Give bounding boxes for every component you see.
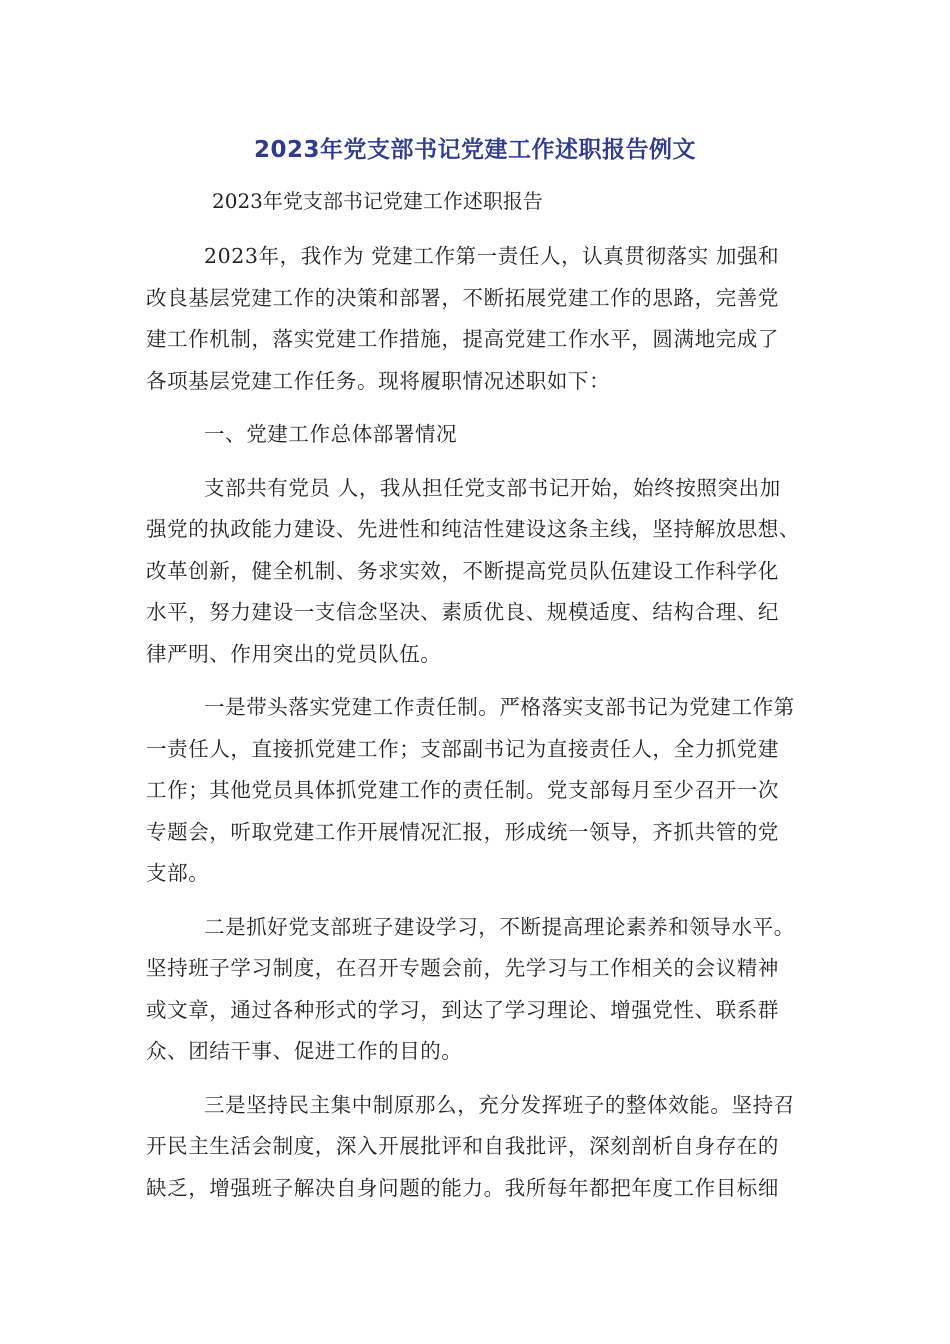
document-title: 2023年党支部书记党建工作述职报告例文: [253, 137, 696, 163]
paragraph: [146, 236, 796, 402]
paragraph-line: 改良基层党建工作的决策和部署，不断拓展党建工作的思路，完善党: [146, 285, 779, 310]
paragraph: [146, 907, 796, 1073]
document-subtitle: 2023年党支部书记党建工作述职报告: [212, 189, 543, 213]
paragraph-line: 强党的执政能力建设、先进性和纯洁性建设这条主线，坚持解放思想、: [146, 517, 801, 541]
paragraph-line: 支部共有党员 人，我从担任党支部书记开始，始终按照突出加: [204, 475, 781, 500]
paragraph-line: 支部。: [146, 861, 210, 885]
paragraph-line: 各项基层党建工作任务。现将履职情况述职如下：: [146, 368, 611, 393]
paragraph-line: 一是带头落实党建工作责任制。严格落实支部书记为党建工作第: [204, 695, 795, 719]
paragraph-line: 二是抓好党支部班子建设学习，不断提高理论素养和领导水平。: [204, 914, 795, 939]
paragraph: [146, 468, 801, 676]
document-body: [146, 236, 801, 1209]
paragraph-line: 或文章，通过各种形式的学习，到达了学习理论、增强党性、联系群: [146, 997, 779, 1022]
paragraph-line: 改革创新，健全机制、务求实效，不断提高党员队伍建设工作科学化: [146, 558, 779, 583]
paragraph: [146, 687, 796, 895]
section-heading-text: 一、党建工作总体部署情况: [204, 422, 458, 446]
paragraph-line: 2023年，我作为 党建工作第一责任人，认真贯彻落实 加强和: [204, 244, 780, 268]
paragraph-line: 众、团结干事、促进工作的目的。: [146, 1039, 463, 1063]
paragraph-line: 建工作机制，落实党建工作措施，提高党建工作水平，圆满地完成了: [146, 327, 779, 351]
section-heading: [146, 414, 796, 456]
paragraph-line: 开民主生活会制度，深入开展批评和自我批评，深刻剖析自身存在的: [146, 1134, 779, 1158]
paragraph-line: 一责任人，直接抓党建工作；支部副书记为直接责任人，全力抓党建: [146, 736, 779, 761]
paragraph-line: 坚持班子学习制度，在召开专题会前，先学习与工作相关的会议精神: [146, 956, 779, 980]
paragraph-line: 工作；其他党员具体抓党建工作的责任制。党支部每月至少召开一次: [146, 778, 779, 802]
paragraph-line: 缺乏，增强班子解决自身问题的能力。我所每年都把年度工作目标细: [146, 1175, 779, 1200]
paragraph-line: 专题会，听取党建工作开展情况汇报，形成统一领导，齐抓共管的党: [146, 819, 779, 844]
paragraph-line: 三是坚持民主集中制原那么，充分发挥班子的整体效能。坚持召: [204, 1092, 795, 1117]
paragraph-line: 律严明、作用突出的党员队伍。: [146, 641, 442, 666]
paragraph: [146, 1085, 796, 1210]
paragraph-line: 水平，努力建设一支信念坚决、素质优良、规模适度、结构合理、纪: [146, 600, 779, 624]
